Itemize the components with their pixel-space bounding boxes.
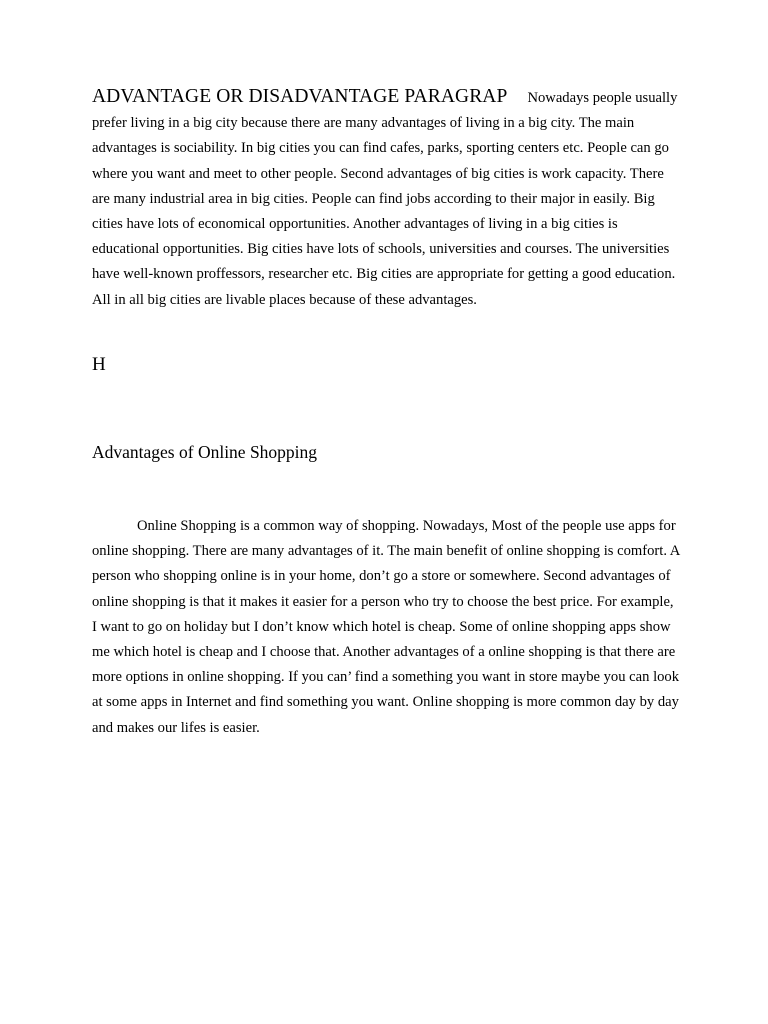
paragraph-big-city-text: Nowadays people usually prefer living in a big city because there are many advantages of living in a big city. The main advantages is sociability. In big cities you can find cafes, parks, sporting centers etc. People can go where you want and meet to other people. Second advantages of big cities is work capacity. There are many industrial area in big cities. People can find jobs according to their major in easily. Big cities have lots of economical opportunities. Another advantages of living in a big cities is educational opportunities. Big cities have lots of schools, universities and courses. The universities have well-known proffessors, researcher etc. Big cities are appropriate for getting a good education. All in all big cities are livable places because of these advantages. — [92, 90, 678, 308]
paragraph-online-shopping: Online Shopping is a common way of shopping. Nowadays, Most of the people use apps for online shopping. There are many advantages of it. The main benefit of online shopping is comfort. A person who shopping online is in your home, don’t go a store or somewhere. Second advantages of online shopping is that it makes it easier for a person who try to choose the best price. For example, I want to go on holiday but I don’t know which hotel is cheap. Some of online shopping apps show me which hotel is cheap and I choose that. Another advantages of a online shopping is that there are more options in online shopping. If you can’ find a something you want in store maybe you can look at some apps in Internet and find something you want. Online shopping is more common day by day and makes our lifes is easier. — [92, 518, 680, 736]
paragraph-big-city — [92, 84, 680, 313]
inline-heading: ADVANTAGE OR DISADVANTAGE PARAGRAP — [92, 86, 508, 107]
stray-letter: H — [92, 354, 106, 375]
section-title: Advantages of Online Shopping — [92, 442, 318, 462]
